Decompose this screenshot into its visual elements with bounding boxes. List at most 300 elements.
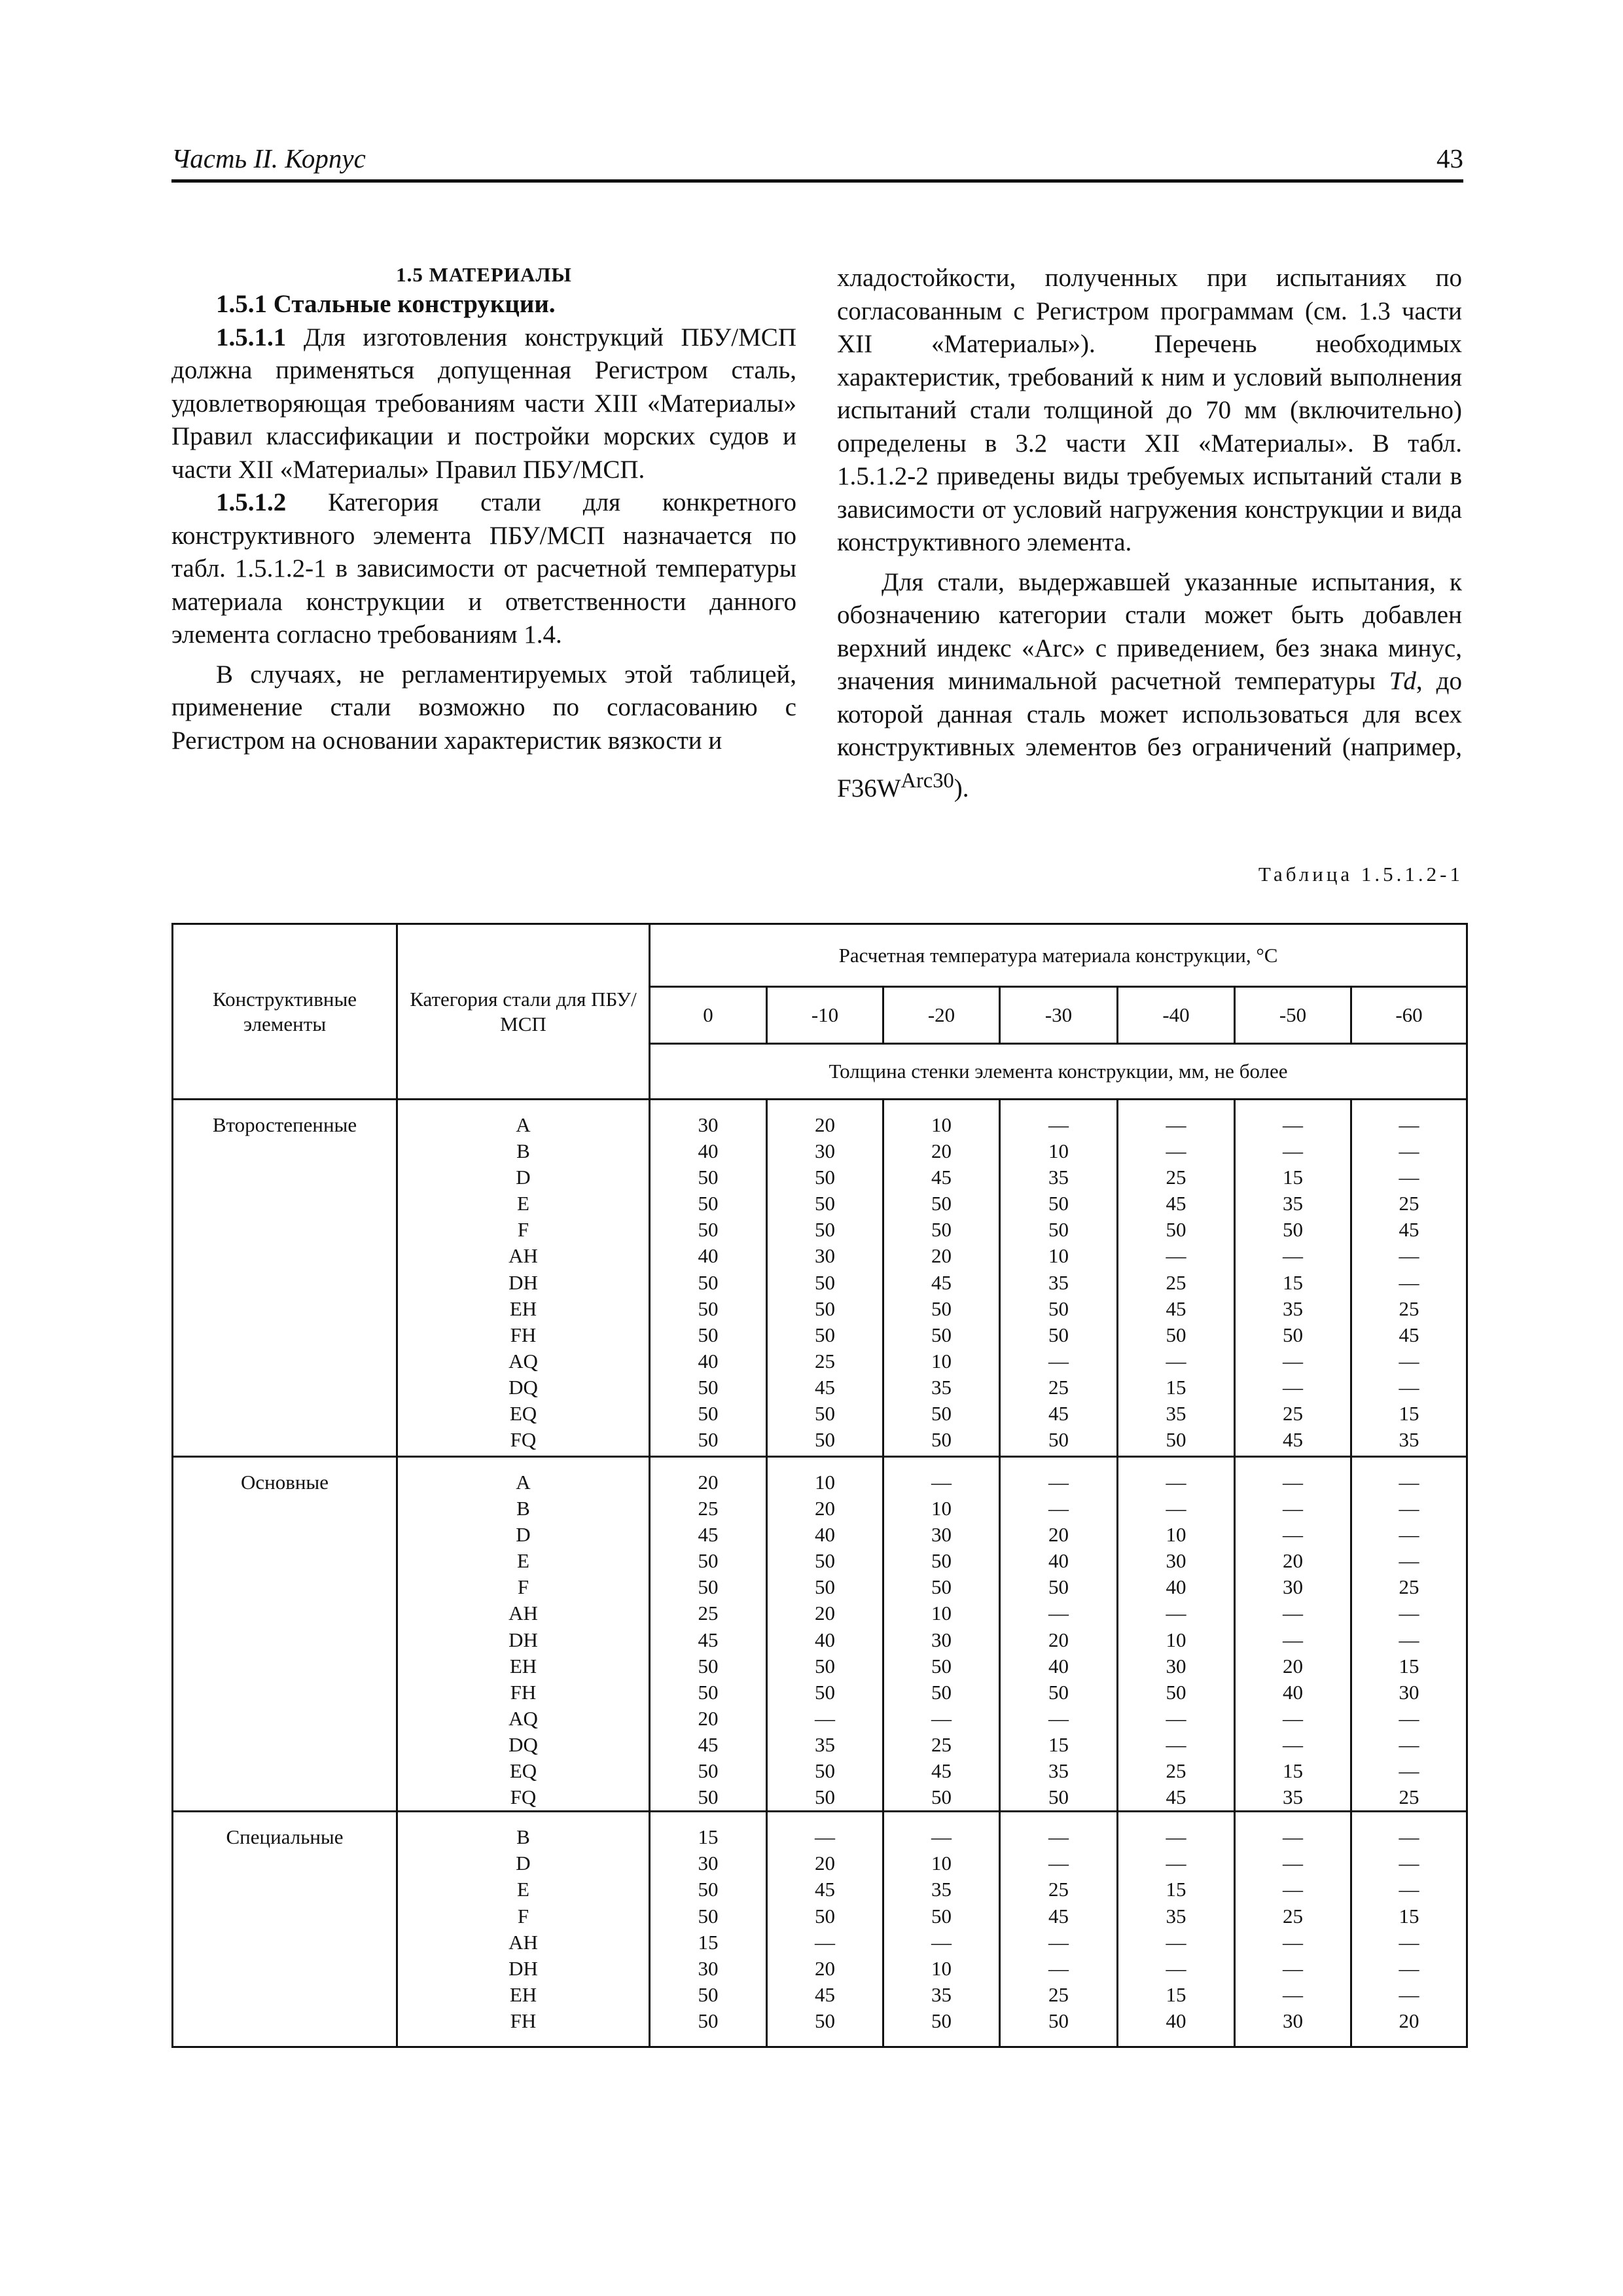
thickness-value: 15 (1399, 1402, 1419, 1426)
steel-category: D (516, 1166, 531, 1189)
steel-category: AQ (508, 1349, 538, 1372)
steel-category: F (517, 1218, 529, 1242)
thickness-value: 50 (815, 1270, 835, 1294)
steel-category: AH (508, 1602, 538, 1625)
temperature-header: -50 (1235, 987, 1351, 1044)
thickness-value: 30 (815, 1139, 835, 1163)
paragraph-exceptions: В случаях, не регламентируемых этой таблицей, применение стали возможно по согласованию с Регистром на основании характеристик вязкости и (171, 660, 796, 755)
thickness-value: 50 (815, 1192, 835, 1215)
thickness-value: 20 (1283, 1654, 1303, 1677)
thickness-value: — (815, 1930, 835, 1954)
thickness-value: 25 (698, 1497, 719, 1520)
thickness-value: 45 (1399, 1218, 1419, 1242)
thickness-column (1351, 1457, 1467, 1812)
thickness-value: — (1399, 1497, 1419, 1520)
thickness-value: 45 (931, 1270, 952, 1294)
thickness-value: — (1399, 1982, 1419, 2006)
thickness-column (650, 1812, 767, 2047)
thickness-value: 50 (698, 1323, 719, 1346)
temperature-header: -40 (1118, 987, 1235, 1044)
clause-text: Категория стали для конкретного конструктивного элемента ПБУ/МСП назначается по табл. 1.5.1.2-1 в зависимости от расчетной температуры материала конструкции и ответственности данного элемента согласно требованиям 1.4. (171, 488, 796, 649)
thickness-value: 15 (698, 1930, 719, 1954)
thickness-value: — (931, 1471, 952, 1494)
thickness-value: 40 (1283, 1680, 1303, 1704)
steel-category: DH (508, 1628, 538, 1651)
thickness-value: 30 (1399, 1680, 1419, 1704)
thickness-value: 40 (1048, 1654, 1069, 1677)
thickness-value: 40 (698, 1349, 719, 1372)
thickness-value: 30 (1283, 2009, 1303, 2032)
steel-category-table (171, 923, 1466, 2044)
thickness-value: — (1048, 1706, 1069, 1730)
table-group-row (173, 1812, 1467, 2047)
thickness-value: 30 (1166, 1654, 1186, 1677)
thickness-value: 50 (815, 1904, 835, 1928)
thickness-value: 50 (698, 2009, 719, 2032)
thickness-value: 10 (1166, 1523, 1186, 1547)
thickness-value: 30 (931, 1523, 952, 1547)
thickness-value: 25 (1166, 1270, 1186, 1294)
thickness-value: 20 (1399, 2009, 1419, 2032)
thickness-value: 15 (1166, 1878, 1186, 1901)
thickness-value: 30 (815, 1244, 835, 1268)
thickness-value: 50 (931, 1904, 952, 1928)
clause-number: 1.5.1.2 (216, 488, 287, 516)
thickness-value: 20 (815, 1956, 835, 1980)
steel-category: EQ (509, 1402, 537, 1426)
clause-text: Для изготовления конструкций ПБУ/МСП должна применяться допущенная Регистром сталь, удовлетворяющая требованиям части XIII «Материалы» Правил классификации и постройки морских судов и части XII «Материалы» Правил ПБУ/МСП. (171, 323, 796, 484)
thickness-value: 50 (815, 1785, 835, 1809)
steel-category: E (517, 1192, 529, 1215)
thickness-value: 50 (931, 1785, 952, 1809)
thickness-column (650, 1457, 767, 1812)
thickness-column (1235, 1100, 1351, 1457)
thickness-value: — (1399, 1139, 1419, 1163)
thickness-value: — (1283, 1825, 1303, 1849)
thickness-value: 15 (1283, 1759, 1303, 1783)
thickness-value: — (1399, 1956, 1419, 1980)
thickness-value: 10 (1166, 1628, 1186, 1651)
thickness-value: 50 (1048, 1785, 1069, 1809)
steel-category: DH (508, 1270, 538, 1294)
steel-category: DQ (508, 1732, 538, 1756)
thickness-value: 15 (1283, 1270, 1303, 1294)
thickness-value: 50 (698, 1270, 719, 1294)
steel-category: E (517, 1878, 529, 1901)
thickness-value: 50 (698, 1375, 719, 1399)
thickness-value: — (1399, 1825, 1419, 1849)
thickness-value: 20 (815, 1497, 835, 1520)
thickness-value: 10 (1048, 1139, 1069, 1163)
thickness-value: — (1283, 1113, 1303, 1136)
thickness-value: 50 (815, 2009, 835, 2032)
thickness-value: 50 (698, 1878, 719, 1901)
thickness-value: 40 (815, 1523, 835, 1547)
thickness-value: 25 (815, 1349, 835, 1372)
thickness-value: 50 (1166, 1323, 1186, 1346)
thickness-value: — (1166, 1825, 1186, 1849)
thickness-value: 50 (1283, 1218, 1303, 1242)
thickness-value: 30 (698, 1113, 719, 1136)
thickness-value: — (1399, 1270, 1419, 1294)
thickness-value: 50 (698, 1680, 719, 1704)
thickness-value: 50 (698, 1549, 719, 1573)
thickness-value: 50 (931, 1680, 952, 1704)
thickness-value: — (1283, 1471, 1303, 1494)
paragraph-1-5-1-1 (171, 321, 796, 487)
thickness-value: 45 (815, 1878, 835, 1901)
thickness-value: — (931, 1706, 952, 1730)
thickness-value: 30 (698, 1852, 719, 1875)
thickness-value: 40 (815, 1628, 835, 1651)
thickness-value: 35 (1283, 1785, 1303, 1809)
thickness-value: — (931, 1930, 952, 1954)
thickness-value: 10 (1048, 1244, 1069, 1268)
thickness-value: 15 (1399, 1904, 1419, 1928)
thickness-column (883, 1100, 1000, 1457)
thickness-value: — (1399, 1244, 1419, 1268)
thickness-value: 50 (698, 1428, 719, 1452)
table-group-row (173, 1457, 1467, 1812)
thickness-value: 45 (815, 1982, 835, 2006)
thickness-value: 35 (1166, 1904, 1186, 1928)
table-caption: Таблица 1.5.1.2-1 (1258, 863, 1463, 886)
thickness-value: 50 (1048, 1297, 1069, 1320)
steel-category: B (516, 1497, 530, 1520)
temperature-header: -10 (767, 987, 883, 1044)
thickness-value: 35 (1048, 1166, 1069, 1189)
steel-category: B (516, 1825, 530, 1849)
thickness-value: — (1399, 1759, 1419, 1783)
thickness-value: 45 (931, 1759, 952, 1783)
group-name: Специальные (173, 1812, 397, 2047)
thickness-value: 50 (1048, 1323, 1069, 1346)
steel-category: B (516, 1139, 530, 1163)
thickness-value: 50 (698, 1166, 719, 1189)
thickness-value: 25 (931, 1732, 952, 1756)
thickness-value: — (931, 1825, 952, 1849)
running-title: Часть II. Корпус (171, 143, 366, 173)
thickness-value: 25 (1399, 1785, 1419, 1809)
thickness-value: — (815, 1706, 835, 1730)
thickness-column (767, 1812, 883, 2047)
thickness-value: 50 (815, 1575, 835, 1599)
thickness-value: 50 (698, 1218, 719, 1242)
thickness-value: 50 (931, 1402, 952, 1426)
thickness-value: — (1399, 1166, 1419, 1189)
thickness-value: 50 (1048, 1428, 1069, 1452)
thickness-value: 20 (931, 1244, 952, 1268)
thickness-value: — (1283, 1628, 1303, 1651)
thickness-value: 50 (815, 1323, 835, 1346)
thickness-value: 50 (1048, 1680, 1069, 1704)
thickness-value: 50 (698, 1982, 719, 2006)
thickness-value: — (1283, 1982, 1303, 2006)
steel-category: E (517, 1549, 529, 1573)
steel-category: D (516, 1523, 531, 1547)
table-group-row (173, 1100, 1467, 1457)
thickness-column (1118, 1812, 1235, 2047)
thickness-value: — (1048, 1602, 1069, 1625)
thickness-value: — (1399, 1602, 1419, 1625)
thickness-value: 50 (698, 1402, 719, 1426)
steel-category: F (517, 1904, 529, 1928)
thickness-value: — (1399, 1375, 1419, 1399)
thickness-value: — (1166, 1602, 1186, 1625)
steel-category: A (516, 1471, 531, 1494)
thickness-value: 25 (1399, 1192, 1419, 1215)
thickness-value: 10 (815, 1471, 835, 1494)
thickness-value: 35 (1048, 1759, 1069, 1783)
thickness-value: 25 (1283, 1402, 1303, 1426)
thickness-value: 50 (698, 1904, 719, 1928)
header-structural-elements: Конструктивные элементы (173, 924, 397, 1100)
thickness-value: — (1283, 1706, 1303, 1730)
thickness-value: 50 (815, 1428, 835, 1452)
steel-category: F (517, 1575, 529, 1599)
thickness-value: 25 (1399, 1575, 1419, 1599)
thickness-value: 15 (698, 1825, 719, 1849)
thickness-value: — (1399, 1628, 1419, 1651)
thickness-value: — (1048, 1930, 1069, 1954)
thickness-value: 15 (1166, 1375, 1186, 1399)
steel-category: EH (509, 1654, 537, 1677)
thickness-value: 10 (931, 1852, 952, 1875)
thickness-value: — (1283, 1852, 1303, 1875)
thickness-value: 50 (931, 1218, 952, 1242)
thickness-value: 50 (931, 1192, 952, 1215)
thickness-value: — (1283, 1956, 1303, 1980)
thickness-value: 35 (1283, 1192, 1303, 1215)
steel-category: EH (509, 1297, 537, 1320)
thickness-value: 45 (815, 1375, 835, 1399)
thickness-value: — (1283, 1349, 1303, 1372)
thickness-value: — (1399, 1732, 1419, 1756)
thickness-value: 50 (931, 1428, 952, 1452)
thickness-value: — (1399, 1852, 1419, 1875)
steel-category: D (516, 1852, 531, 1875)
thickness-value: — (1399, 1113, 1419, 1136)
steel-category: AH (508, 1244, 538, 1268)
thickness-value: 15 (1048, 1732, 1069, 1756)
thickness-value: — (1048, 1497, 1069, 1520)
thickness-value: — (1166, 1706, 1186, 1730)
thickness-value: — (1283, 1602, 1303, 1625)
thickness-value: 25 (698, 1602, 719, 1625)
steel-category: AH (508, 1930, 538, 1954)
steel-category-column (397, 1812, 650, 2047)
thickness-value: 50 (698, 1297, 719, 1320)
thickness-value: 45 (698, 1732, 719, 1756)
thickness-value: 35 (1166, 1402, 1186, 1426)
thickness-value: — (1283, 1375, 1303, 1399)
thickness-value: 45 (698, 1628, 719, 1651)
thickness-value: 20 (698, 1471, 719, 1494)
design-temperature-symbol: Td (1389, 667, 1416, 695)
paragraph-1-5-1-2 (171, 486, 796, 652)
thickness-value: 10 (931, 1349, 952, 1372)
thickness-value: 40 (1166, 1575, 1186, 1599)
thickness-value: 50 (815, 1218, 835, 1242)
thickness-value: 50 (1048, 1218, 1069, 1242)
temperature-header: 0 (650, 987, 767, 1044)
thickness-value: 45 (1166, 1297, 1186, 1320)
steel-category: DH (508, 1956, 538, 1980)
thickness-value: — (1283, 1930, 1303, 1954)
thickness-value: 50 (698, 1575, 719, 1599)
thickness-column (767, 1457, 883, 1812)
thickness-value: 25 (1399, 1297, 1419, 1320)
steel-category: A (516, 1113, 531, 1136)
paragraph-1-5-1 (171, 288, 796, 321)
thickness-value: — (1399, 1349, 1419, 1372)
steel-category: FH (510, 1680, 537, 1704)
thickness-value: 50 (698, 1759, 719, 1783)
header-steel-category: Категория стали для ПБУ/МСП (397, 924, 650, 1100)
heading-1-5-1: 1.5.1 Стальные конструкции. (216, 290, 556, 318)
thickness-column (1351, 1100, 1467, 1457)
steel-category: FH (510, 2009, 537, 2032)
thickness-value: 20 (815, 1602, 835, 1625)
thickness-value: — (1048, 1852, 1069, 1875)
thickness-column (883, 1812, 1000, 2047)
thickness-value: 20 (815, 1852, 835, 1875)
thickness-value: 45 (1166, 1192, 1186, 1215)
thickness-column (1235, 1457, 1351, 1812)
thickness-value: — (1166, 1956, 1186, 1980)
thickness-value: 50 (698, 1654, 719, 1677)
thickness-value: — (1048, 1956, 1069, 1980)
thickness-column (1000, 1100, 1118, 1457)
thickness-value: 45 (1283, 1428, 1303, 1452)
thickness-value: 50 (698, 1785, 719, 1809)
thickness-value: 50 (931, 1323, 952, 1346)
thickness-column (1235, 1812, 1351, 2047)
thickness-value: 35 (1048, 1270, 1069, 1294)
thickness-value: 35 (931, 1878, 952, 1901)
thickness-value: — (1166, 1471, 1186, 1494)
thickness-value: — (1166, 1244, 1186, 1268)
thickness-value: 35 (931, 1375, 952, 1399)
thickness-value: — (815, 1825, 835, 1849)
thickness-value: 15 (1399, 1654, 1419, 1677)
thickness-value: — (1048, 1349, 1069, 1372)
paragraph-continuation: хладостойкости, полученных при испытаниях по согласованным с Регистром программам (см. 1.3 части XII «Материалы»). Перечень необходимых характеристик, требований к ним и условий выполнения испытаний стали толщиной до 70 мм (включительно) определены в 3.2 части XII «Материалы». В табл. 1.5.1.2-2 приведены виды требуемых испытаний стали в зависимости от условий нагружения конструкции и вида конструктивного элемента. (837, 264, 1462, 556)
thickness-value: — (1399, 1706, 1419, 1730)
thickness-value: 25 (1166, 1166, 1186, 1189)
arc-superscript: Arc30 (901, 768, 954, 793)
thickness-value: 25 (1048, 1878, 1069, 1901)
thickness-value: 50 (931, 1654, 952, 1677)
thickness-value: 50 (815, 1680, 835, 1704)
thickness-value: 45 (1399, 1323, 1419, 1346)
thickness-value: 50 (815, 1402, 835, 1426)
thickness-value: 50 (815, 1166, 835, 1189)
thickness-value: 45 (1048, 1904, 1069, 1928)
page-header (171, 143, 1463, 183)
thickness-value: 20 (698, 1706, 719, 1730)
thickness-value: 50 (1048, 2009, 1069, 2032)
thickness-value: — (1283, 1732, 1303, 1756)
thickness-value: — (1166, 1930, 1186, 1954)
thickness-value: 35 (815, 1732, 835, 1756)
thickness-value: 50 (1166, 1218, 1186, 1242)
thickness-value: 45 (1048, 1402, 1069, 1426)
thickness-value: 25 (1283, 1904, 1303, 1928)
thickness-value: — (1166, 1852, 1186, 1875)
group-name: Основные (173, 1457, 397, 1812)
thickness-value: 50 (815, 1759, 835, 1783)
temperature-header: -30 (1000, 987, 1118, 1044)
thickness-column (1000, 1812, 1118, 2047)
thickness-column (1118, 1457, 1235, 1812)
thickness-value: 35 (1399, 1428, 1419, 1452)
thickness-value: — (1048, 1825, 1069, 1849)
thickness-value: — (1283, 1139, 1303, 1163)
thickness-value: — (1166, 1497, 1186, 1520)
thickness-value: 40 (698, 1139, 719, 1163)
thickness-value: 10 (931, 1497, 952, 1520)
thickness-column (1000, 1457, 1118, 1812)
thickness-value: 30 (1283, 1575, 1303, 1599)
thickness-value: — (1166, 1139, 1186, 1163)
thickness-value: 50 (815, 1297, 835, 1320)
thickness-value: 15 (1283, 1166, 1303, 1189)
thickness-value: 50 (931, 1297, 952, 1320)
clause-number: 1.5.1.1 (216, 323, 287, 351)
thickness-value: 40 (698, 1244, 719, 1268)
thickness-value: 20 (815, 1113, 835, 1136)
thickness-value: — (1166, 1732, 1186, 1756)
thickness-value: 50 (1283, 1323, 1303, 1346)
thickness-value: — (1048, 1471, 1069, 1494)
thickness-value: 20 (1048, 1628, 1069, 1651)
thickness-value: 30 (698, 1956, 719, 1980)
right-column (837, 262, 1462, 805)
thickness-value: 50 (698, 1192, 719, 1215)
thickness-value: — (1399, 1523, 1419, 1547)
thickness-value: 50 (931, 1549, 952, 1573)
thickness-value: — (1166, 1349, 1186, 1372)
thickness-value: 50 (931, 1575, 952, 1599)
thickness-column (650, 1100, 767, 1457)
steel-category: FQ (510, 1428, 537, 1452)
thickness-value: — (1399, 1878, 1419, 1901)
thickness-value: 20 (931, 1139, 952, 1163)
steel-category: FQ (510, 1785, 537, 1809)
thickness-value: — (1283, 1497, 1303, 1520)
thickness-value: 50 (815, 1654, 835, 1677)
steel-category: EH (509, 1982, 537, 2006)
steel-category: DQ (508, 1375, 538, 1399)
thickness-value: 30 (1166, 1549, 1186, 1573)
thickness-value: 10 (931, 1956, 952, 1980)
thickness-value: — (1166, 1113, 1186, 1136)
thickness-column (767, 1100, 883, 1457)
paragraph-arc-index: Для стали, выдержавшей указанные испытания, к обозначению категории стали может быть добавлен верхний индекс «Arc» с приведением, без знака минус, значения минимальной расчетной температуры Td, до которой данная сталь может использоваться для всех конструктивных элементов без ограничений (например, $F36W^{Arc30}$). (837, 567, 1462, 802)
temperature-header: -20 (883, 987, 1000, 1044)
thickness-value: 35 (1283, 1297, 1303, 1320)
thickness-value: 25 (1048, 1375, 1069, 1399)
thickness-value: 50 (1048, 1575, 1069, 1599)
thickness-value: 40 (1166, 2009, 1186, 2032)
thickness-value: 50 (1166, 1428, 1186, 1452)
page-number: 43 (1436, 143, 1463, 173)
steel-category: AQ (508, 1706, 538, 1730)
left-column (171, 262, 796, 757)
thickness-value: 45 (1166, 1785, 1186, 1809)
thickness-column (1118, 1100, 1235, 1457)
